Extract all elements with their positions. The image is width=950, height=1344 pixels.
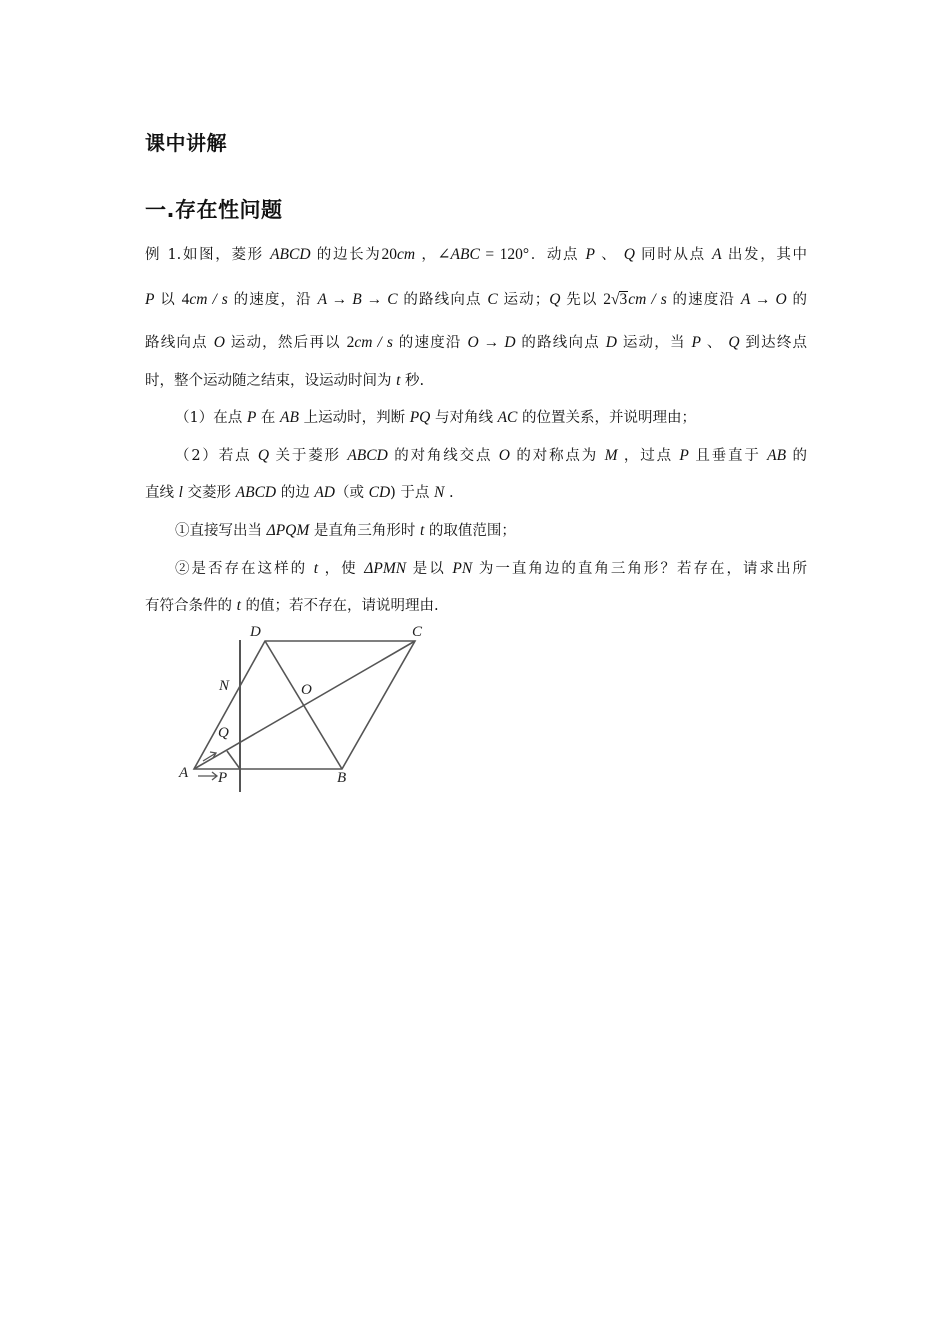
text: 运动，当 (617, 335, 692, 351)
math: O (213, 334, 225, 351)
math: AB (280, 409, 299, 426)
math: l (178, 484, 183, 501)
text: 的 (786, 292, 808, 308)
text: （1）在点 (175, 410, 247, 426)
question-1 (145, 407, 807, 429)
section-title: 一.存在性问题 (145, 198, 283, 222)
label-b: B (337, 770, 347, 786)
text: 到达终点 (739, 335, 808, 351)
label-q: Q (218, 725, 229, 741)
text: 、 (594, 247, 624, 263)
math: ΔPMN (364, 560, 407, 577)
text: 先以 (560, 292, 604, 308)
math: cm / s (354, 334, 393, 351)
text: 的速度沿 (392, 335, 468, 351)
math: AD (314, 484, 335, 501)
math: cm / s (189, 291, 228, 308)
text: 的对角线交点 (387, 448, 499, 464)
text: ) 于点 (390, 485, 435, 501)
text: ②是否存在这样的 (175, 561, 314, 577)
math: PQ (409, 409, 431, 426)
text: 的 (786, 448, 808, 464)
label-a: A (179, 765, 189, 781)
math: CD (368, 484, 391, 501)
math: ABCD (235, 484, 277, 501)
text: 是直角三角形时 (309, 523, 420, 539)
text: （2）若点 (175, 448, 258, 464)
text: 的速度，沿 (227, 292, 318, 308)
segment-pq (227, 751, 240, 769)
text: 的路线向点 (397, 292, 488, 308)
math: C (487, 291, 498, 308)
text: 的对称点为 (509, 448, 605, 464)
text: ①直接写出当 (175, 523, 267, 539)
text: 上运动时，判断 (298, 410, 410, 426)
math: Q (728, 334, 740, 351)
math: t (396, 372, 401, 389)
label-o: O (301, 682, 312, 698)
text: ，过点 (617, 448, 680, 464)
math: 2 (346, 334, 355, 351)
math: O → D (467, 334, 516, 351)
text: 为一直角边的直角三角形？若存在，请求出所 (472, 561, 808, 577)
sqrt-sign: √ (611, 291, 620, 308)
label-p: P (218, 770, 228, 786)
text: 有符合条件的 (145, 598, 237, 614)
math: ABCD (347, 447, 388, 464)
math: P (679, 447, 689, 464)
math: P (145, 291, 155, 308)
math: AC (497, 409, 518, 426)
text: 出发，其中 (721, 247, 808, 263)
math: 4 (181, 291, 190, 308)
math: t (313, 560, 319, 577)
text: 运动； (497, 292, 550, 308)
problem-line-2 (145, 289, 807, 311)
rhombus-diagram (170, 620, 440, 795)
problem-line-4 (145, 370, 807, 392)
math: cm (396, 246, 416, 263)
text: 同时从点 (634, 247, 713, 263)
math: 20 (381, 246, 397, 263)
text: 例 1.如图，菱形 (145, 247, 271, 263)
label-d: D (250, 624, 261, 640)
math: A → O (740, 291, 787, 308)
math: Q (549, 291, 561, 308)
text: 的边 (276, 485, 315, 501)
text: 的边长为 (310, 247, 382, 263)
math: Q (623, 246, 635, 263)
math: P (691, 334, 701, 351)
text: 以 (154, 292, 182, 308)
text: ，使 (318, 561, 365, 577)
text: 、 (701, 335, 729, 351)
rhombus-figure (170, 620, 440, 795)
math: Q (257, 447, 270, 464)
text: 的速度沿 (666, 292, 741, 308)
text: 路线向点 (145, 335, 214, 351)
text: 在 (256, 410, 281, 426)
text: 关于菱形 (269, 448, 348, 464)
question-2 (145, 445, 807, 467)
text: 的取值范围； (424, 523, 516, 539)
math: 2 (603, 291, 612, 308)
diagonal-ac (194, 641, 415, 769)
math: 3 (619, 291, 628, 308)
math: A → B → C (317, 291, 398, 308)
diagonal-bd (265, 641, 342, 769)
math: N (434, 484, 445, 501)
math: A (712, 246, 722, 263)
text: 的值；若不存在，请说明理由. (240, 598, 439, 614)
text: 时，整个运动随之结束，设运动时间为 (145, 373, 397, 389)
math: ABCD (270, 246, 311, 263)
text: （或 (335, 485, 369, 501)
math: ΔPQM (266, 522, 310, 539)
math: PN (452, 560, 473, 577)
text: 且垂直于 (688, 448, 768, 464)
problem-line-1 (145, 244, 807, 266)
label-c: C (412, 624, 423, 640)
math: t (420, 522, 425, 539)
math: M (604, 447, 618, 464)
math: P (585, 246, 595, 263)
text: ， (415, 247, 438, 263)
math: ∠ABC (437, 246, 480, 263)
math: P (246, 409, 257, 426)
sub-question-2-cont (145, 595, 807, 617)
math: t (236, 597, 241, 614)
page-title: 课中讲解 (145, 131, 227, 155)
text: 秒. (400, 373, 425, 389)
math: AB (767, 447, 787, 464)
math: D (605, 334, 617, 351)
text: 的位置关系，并说明理由； (517, 410, 696, 426)
text: 运动，然后再以 (224, 335, 347, 351)
text: 的路线向点 (515, 335, 606, 351)
sub-question-1 (145, 520, 807, 542)
problem-line-3 (145, 332, 807, 354)
math: cm / s (628, 291, 667, 308)
math: = 120° (479, 246, 530, 263)
text: . (444, 485, 454, 501)
question-2-cont (145, 482, 807, 504)
text: 交菱形 (182, 485, 236, 501)
text: 是以 (406, 561, 453, 577)
text: 与对角线 (430, 410, 498, 426)
text: 直线 (145, 485, 179, 501)
text: ．动点 (529, 247, 586, 263)
sub-question-2 (145, 558, 807, 580)
label-n: N (219, 678, 230, 694)
math: O (498, 447, 510, 464)
